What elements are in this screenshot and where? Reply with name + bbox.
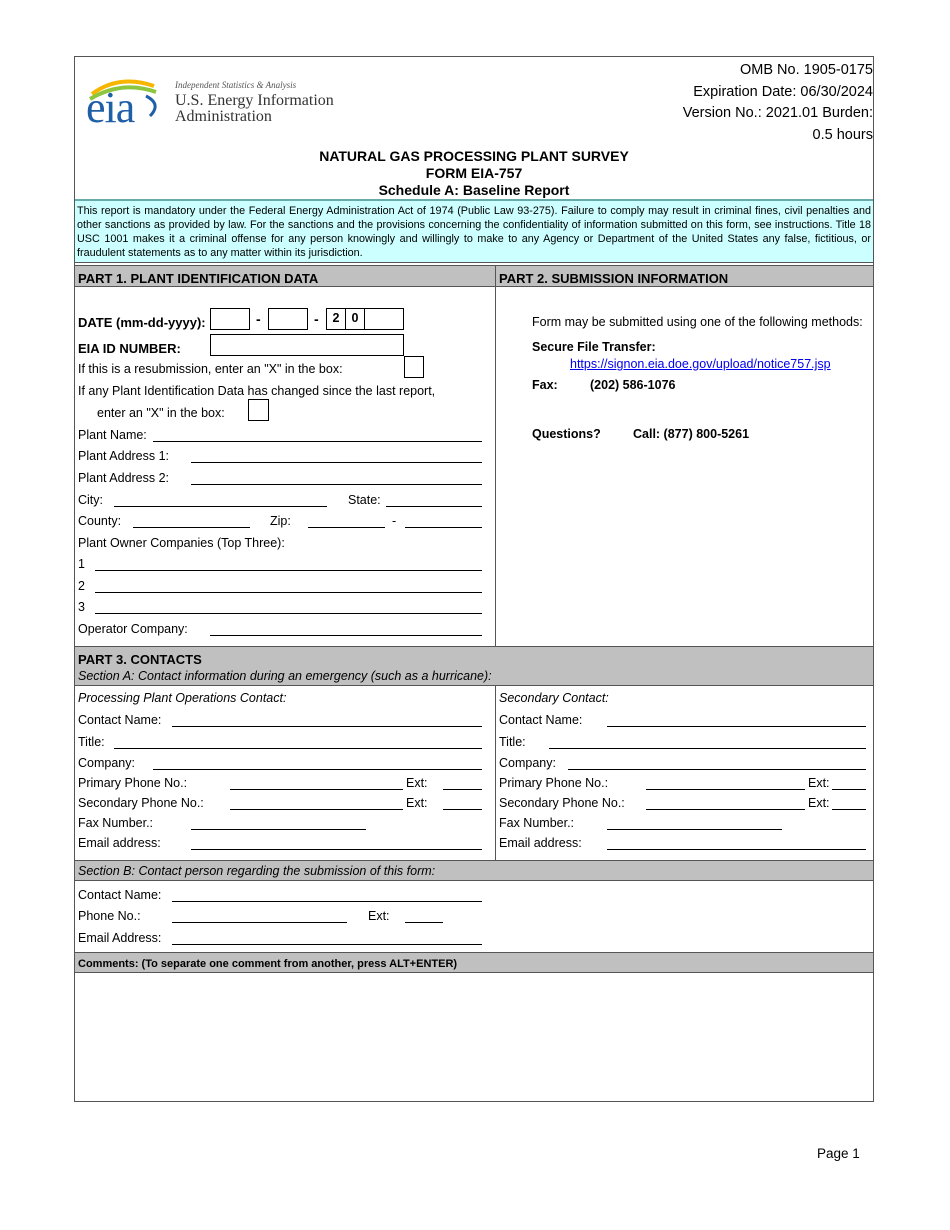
- agency-name-line1: U.S. Energy Information: [175, 92, 334, 109]
- operator-input[interactable]: [210, 635, 482, 636]
- changed-label-2: enter an "X" in the box:: [97, 406, 225, 420]
- part2-header: PART 2. SUBMISSION INFORMATION: [499, 271, 729, 286]
- owner-1-input[interactable]: [95, 570, 482, 571]
- sec-secondary-ext-label: Ext:: [808, 796, 830, 810]
- sec-fax-input[interactable]: [607, 829, 782, 830]
- date-sep-2: -: [314, 311, 319, 327]
- part1-header: PART 1. PLANT IDENTIFICATION DATA: [78, 271, 319, 286]
- primary-phone-ext-input[interactable]: [443, 789, 482, 790]
- owner-number-2: 2: [78, 579, 85, 593]
- year-digit-2: 0: [351, 311, 359, 325]
- primary-title-label: Title:: [78, 735, 105, 749]
- fax-number: (202) 586-1076: [590, 378, 676, 392]
- county-label: County:: [78, 514, 122, 528]
- date-sep-1: -: [256, 311, 261, 327]
- sec-title-label: Title:: [499, 735, 526, 749]
- primary-contact-name-label: Contact Name:: [78, 713, 162, 727]
- schedule-title: Schedule A: Baseline Report: [378, 182, 570, 198]
- primary-phone-ext-label: Ext:: [406, 776, 428, 790]
- secondary-phone-label: Secondary Phone No.:: [78, 796, 204, 810]
- date-day-input[interactable]: [268, 308, 308, 330]
- owner-2-input[interactable]: [95, 592, 482, 593]
- fax-label: Fax:: [532, 378, 558, 392]
- version-number: Version No.: 2021.01 Burden:: [682, 105, 873, 121]
- address1-input[interactable]: [191, 462, 482, 463]
- sec-title-input[interactable]: [549, 748, 866, 749]
- b-phone-input[interactable]: [172, 922, 347, 923]
- secondary-phone-ext-label: Ext:: [406, 796, 428, 810]
- date-year-input[interactable]: [364, 308, 404, 330]
- sft-label: Secure File Transfer:: [532, 340, 656, 354]
- changed-checkbox[interactable]: [248, 399, 269, 421]
- date-label: DATE (mm-dd-yyyy):: [78, 315, 206, 330]
- eia-logo: [84, 72, 164, 132]
- year-digit-1: 2: [332, 311, 340, 325]
- secondary-contact-title: Secondary Contact:: [499, 691, 609, 705]
- legal-notice-text: This report is mandatory under the Federal Energy Administration Act of 1974 (Public Law 93-275). Failure to comply may result in criminal fines, civil penalties and other sanctions as provided by law. For the sanctions and the provisions concerning the confidentiality of information submitted on this form, see instructions. Title 18 USC 1001 makes it a criminal offense for any person knowingly and willingly to make to any Agency or Department of the United States any false, fictitious, or fraudulent statements as to any matter within its jurisdiction.: [77, 205, 871, 259]
- primary-phone-label: Primary Phone No.:: [78, 776, 188, 790]
- omb-number: OMB No. 1905-0175: [740, 62, 873, 78]
- section-a-label: Section A: Contact information during an emergency (such as a hurricane):: [78, 669, 492, 683]
- submission-intro: Form may be submitted using one of the following methods:: [532, 315, 863, 329]
- sec-primary-phone-input[interactable]: [646, 789, 805, 790]
- address2-input[interactable]: [191, 484, 482, 485]
- operator-label: Operator Company:: [78, 622, 188, 636]
- zip-sep: -: [392, 514, 397, 528]
- form-number: FORM EIA-757: [425, 165, 523, 181]
- expiration-date: Expiration Date: 06/30/2024: [693, 84, 873, 100]
- primary-email-label: Email address:: [78, 836, 161, 850]
- page-number: Page 1: [817, 1146, 860, 1161]
- sec-secondary-ext-input[interactable]: [832, 809, 866, 810]
- b-email-label: Email Address:: [78, 931, 162, 945]
- sec-company-input[interactable]: [568, 769, 866, 770]
- eia-id-label: EIA ID NUMBER:: [78, 341, 181, 356]
- sec-contact-name-input[interactable]: [607, 726, 866, 727]
- sec-company-label: Company:: [499, 756, 556, 770]
- resubmission-label: If this is a resubmission, enter an "X" in the box:: [78, 362, 343, 376]
- owner-number-3: 3: [78, 600, 85, 614]
- b-email-input[interactable]: [172, 944, 482, 945]
- city-label: City:: [78, 493, 103, 507]
- sec-email-input[interactable]: [607, 849, 866, 850]
- primary-company-input[interactable]: [153, 769, 482, 770]
- secondary-phone-ext-input[interactable]: [443, 809, 482, 810]
- changed-label: If any Plant Identification Data has changed since the last report,: [78, 384, 436, 398]
- owner-3-input[interactable]: [95, 613, 482, 614]
- owners-label: Plant Owner Companies (Top Three):: [78, 536, 285, 550]
- address1-label: Plant Address 1:: [78, 449, 170, 463]
- comments-header: Comments: (To separate one comment from another, press ALT+ENTER): [78, 958, 458, 970]
- zip-ext-input[interactable]: [405, 527, 482, 528]
- resubmission-checkbox[interactable]: [404, 356, 424, 378]
- logo-mark: eia: [86, 83, 135, 132]
- part-divider: [495, 265, 496, 860]
- section-b-label: Section B: Contact person regarding the submission of this form:: [78, 864, 436, 878]
- plant-name-input[interactable]: [153, 441, 482, 442]
- zip-input[interactable]: [308, 527, 385, 528]
- date-year-digit-1: [326, 308, 346, 330]
- sec-primary-ext-label: Ext:: [808, 776, 830, 790]
- sft-link[interactable]: https://signon.eia.doe.gov/upload/notice757.jsp: [570, 357, 831, 371]
- b-contact-name-input[interactable]: [172, 901, 482, 902]
- address2-label: Plant Address 2:: [78, 471, 170, 485]
- sec-secondary-phone-input[interactable]: [646, 809, 805, 810]
- primary-email-input[interactable]: [191, 849, 482, 850]
- questions-label: Questions?: [532, 427, 601, 441]
- logo-tagline: Independent Statistics & Analysis: [175, 80, 297, 90]
- agency-name-line2: Administration: [175, 108, 272, 125]
- legal-notice: [75, 199, 873, 263]
- plant-name-label: Plant Name:: [78, 428, 147, 442]
- state-input[interactable]: [386, 506, 482, 507]
- eia-id-input[interactable]: [210, 334, 404, 356]
- part3-header: PART 3. CONTACTS: [78, 652, 202, 667]
- primary-contact-title: Processing Plant Operations Contact:: [78, 691, 287, 705]
- sec-email-label: Email address:: [499, 836, 582, 850]
- comments-textarea[interactable]: [75, 973, 873, 1101]
- b-contact-name-label: Contact Name:: [78, 888, 162, 902]
- date-year-digit-2: [345, 308, 365, 330]
- zip-label: Zip:: [270, 514, 291, 528]
- primary-company-label: Company:: [78, 756, 135, 770]
- sec-secondary-phone-label: Secondary Phone No.:: [499, 796, 625, 810]
- sec-fax-label: Fax Number.:: [499, 816, 575, 830]
- b-phone-label: Phone No.:: [78, 909, 141, 923]
- county-input[interactable]: [133, 527, 250, 528]
- survey-title: NATURAL GAS PROCESSING PLANT SURVEY: [319, 148, 629, 164]
- primary-title-input[interactable]: [114, 748, 482, 749]
- primary-phone-input[interactable]: [230, 789, 403, 790]
- b-ext-label: Ext:: [368, 909, 390, 923]
- date-month-input[interactable]: [210, 308, 250, 330]
- burden-hours: 0.5 hours: [812, 127, 873, 143]
- sec-primary-ext-input[interactable]: [832, 789, 866, 790]
- call-number: Call: (877) 800-5261: [633, 427, 750, 441]
- primary-fax-label: Fax Number.:: [78, 816, 154, 830]
- b-ext-input[interactable]: [405, 922, 443, 923]
- owner-number-1: 1: [78, 557, 85, 571]
- secondary-phone-input[interactable]: [230, 809, 403, 810]
- state-label: State:: [348, 493, 381, 507]
- city-input[interactable]: [114, 506, 327, 507]
- sec-contact-name-label: Contact Name:: [499, 713, 583, 727]
- primary-fax-input[interactable]: [191, 829, 366, 830]
- primary-contact-name-input[interactable]: [172, 726, 482, 727]
- sec-primary-phone-label: Primary Phone No.:: [499, 776, 609, 790]
